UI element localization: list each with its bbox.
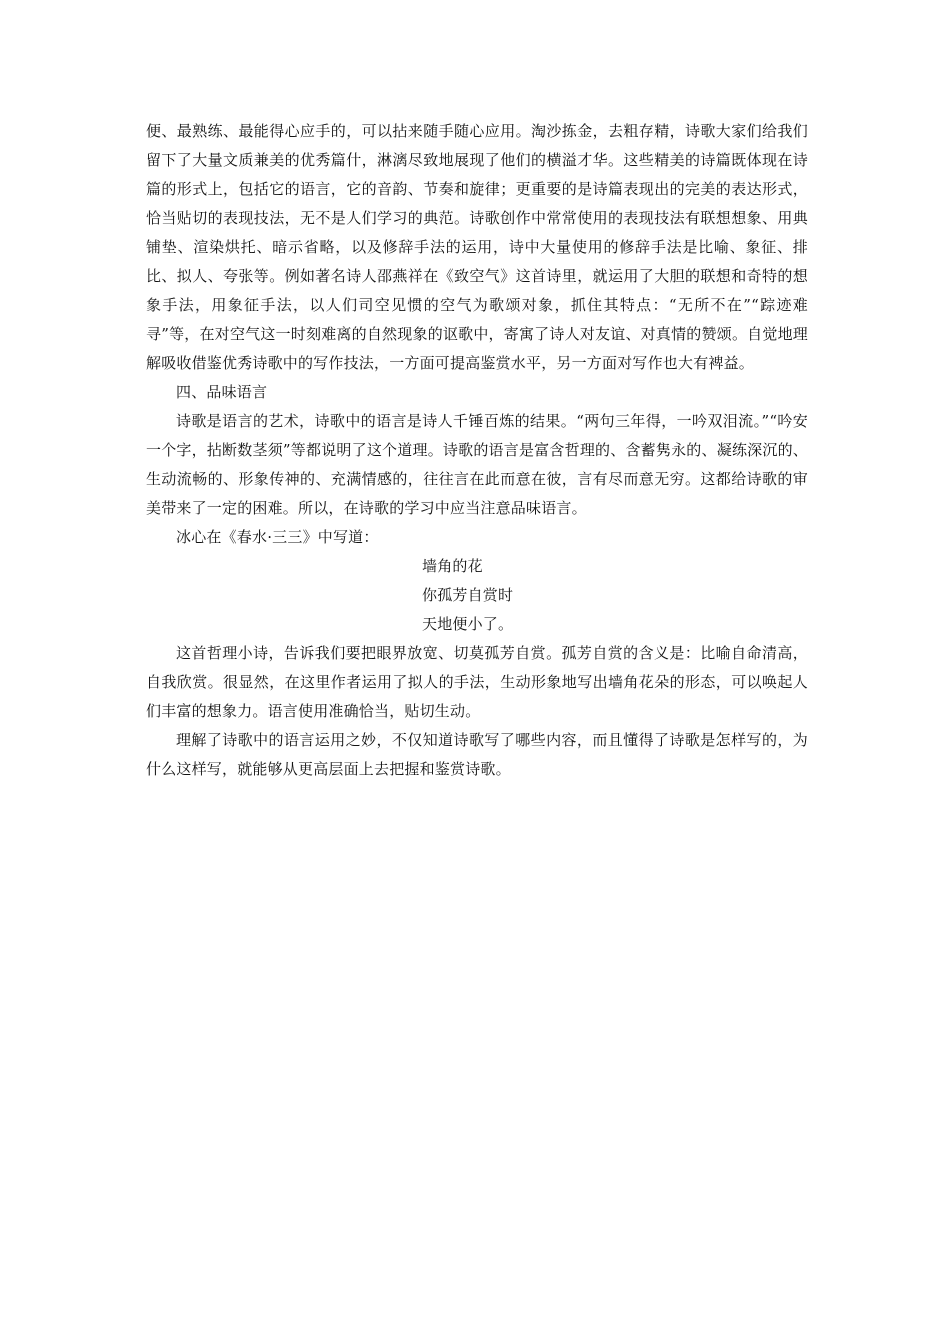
- paragraph-language: 诗歌是语言的艺术，诗歌中的语言是诗人千锤百炼的结果。“两句三年得，一吟双泪流。”“吟安一个字，拈断数茎须”等都说明了这个道理。诗歌的语言是富含哲理的、含蓄隽永的、凝练深沉的、生动流畅的、形象传神的、充满情感的，往往言在此而意在彼，言有尽而意无穷。这都给诗歌的审美带来了一定的困难。所以，在诗歌的学习中应当注意品味语言。: [146, 412, 808, 517]
- paragraph-analysis: 这首哲理小诗，告诉我们要把眼界放宽、切莫孤芳自赏。孤芳自赏的含义是：比喻自命清高，自我欣赏。很显然，在这里作者运用了拟人的手法，生动形象地写出墙角花朵的形态，可以唤起人们丰富的想象力。语言使用准确恰当，贴切生动。: [146, 644, 808, 720]
- document-body: [146, 117, 808, 784]
- poem-block: [146, 552, 808, 639]
- section-heading: 四、品味语言: [176, 383, 268, 401]
- poem-line: 你孤芳自赏时: [422, 586, 514, 604]
- poem-intro: 冰心在《春水·三三》中写道：: [176, 528, 379, 546]
- poem-line: 天地便小了。: [422, 615, 514, 633]
- poem-line: 墙角的花: [422, 557, 483, 575]
- paragraph-conclusion: 理解了诗歌中的语言运用之妙，不仅知道诗歌写了哪些内容，而且懂得了诗歌是怎样写的，为什么这样写，就能够从更高层面上去把握和鉴赏诗歌。: [146, 731, 808, 778]
- paragraph-techniques: 便、最熟练、最能得心应手的，可以拈来随手随心应用。淘沙拣金，去粗存精，诗歌大家们给我们留下了大量文质兼美的优秀篇什，淋漓尽致地展现了他们的横溢才华。这些精美的诗篇既体现在诗篇的形式上，包括它的语言，它的音韵、节奏和旋律；更重要的是诗篇表现出的完美的表达形式，恰当贴切的表现技法，无不是人们学习的典范。诗歌创作中常常使用的表现技法有联想想象、用典铺垫、渲染烘托、暗示省略，以及修辞手法的运用，诗中大量使用的修辞手法是比喻、象征、排比、拟人、夸张等。例如著名诗人邵燕祥在《致空气》这首诗里，就运用了大胆的联想和奇特的想象手法，用象征手法，以人们司空见惯的空气为歌颂对象，抓住其特点：“无所不在”“踪迹难寻”等，在对空气这一时刻难离的自然现象的讴歌中，寄寓了诗人对友谊、对真情的赞颂。自觉地理解吸收借鉴优秀诗歌中的写作技法，一方面可提高鉴赏水平，另一方面对写作也大有裨益。: [146, 122, 808, 372]
